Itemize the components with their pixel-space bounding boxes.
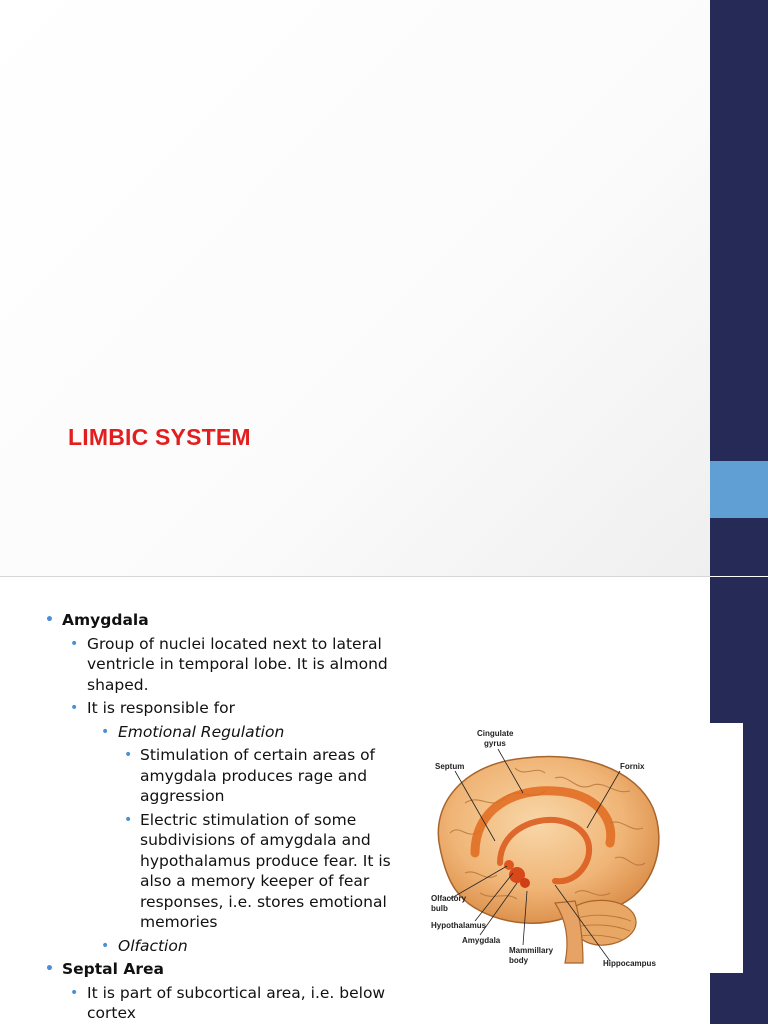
bullet-olfaction: • Olfaction	[40, 936, 400, 957]
slide-title: LIMBIC SYSTEM	[68, 424, 251, 450]
label-mammillary-body: Mammillary	[509, 946, 554, 955]
bullet-rage-aggression: • Stimulation of certain areas of amygdala produces rage and aggression	[40, 745, 400, 807]
svg-text:bulb: bulb	[431, 904, 448, 913]
bullet-emotional-regulation: • Emotional Regulation	[40, 722, 400, 743]
label-fornix: Fornix	[620, 762, 645, 771]
brain-diagram	[405, 723, 743, 973]
label-amygdala: Amygdala	[462, 936, 501, 945]
svg-text:gyrus: gyrus	[484, 739, 506, 748]
label-septum: Septum	[435, 762, 465, 771]
bullet-subcortical: • It is part of subcortical area, i.e. below cortex	[40, 983, 400, 1024]
bullet-amygdala: • Amygdala	[40, 610, 400, 631]
bullet-septal-area: • Septal Area	[40, 959, 400, 980]
bullet-responsible-for: • It is responsible for	[40, 698, 400, 719]
accent-block	[710, 461, 768, 518]
label-hypothalamus: Hypothalamus	[431, 921, 487, 930]
bullet-list	[40, 610, 400, 1027]
limbic-system-figure	[405, 723, 743, 973]
label-olfactory-bulb: Olfactory	[431, 894, 467, 903]
bullet-amygdala-description: • Group of nuclei located next to lateral ventricle in temporal lobe. It is almond shaped.	[40, 634, 400, 696]
bullet-fear-memory: • Electric stimulation of some subdivisions of amygdala and hypothalamus produce fear. It is also a memory keeper of fear responses, i.e. stores emotional memories	[40, 810, 400, 933]
label-hippocampus: Hippocampus	[603, 959, 656, 968]
label-cingulate-gyrus: Cingulate	[477, 729, 514, 738]
cerebrum-shape	[438, 756, 659, 923]
svg-text:body: body	[509, 956, 529, 965]
